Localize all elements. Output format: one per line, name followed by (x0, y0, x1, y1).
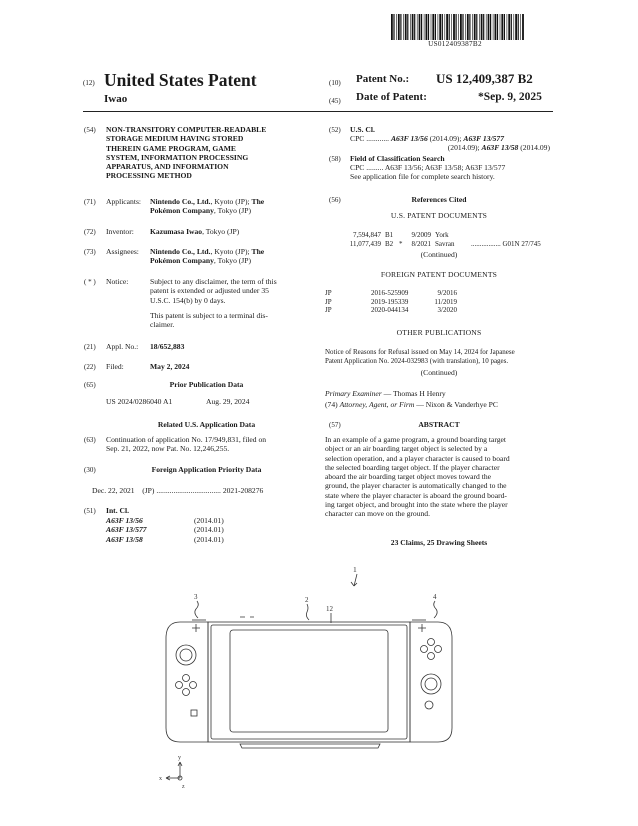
barcode-bar (414, 14, 415, 40)
left-controller (166, 622, 208, 742)
notice-line: This patent is subject to a terminal dis- (150, 310, 268, 320)
foreign-ref-date: 3/2020 (437, 306, 457, 315)
filed-date: May 2, 2024 (150, 362, 190, 371)
cpc-version: (2014.09); (447, 143, 480, 153)
ref-date: 8/2021 (411, 239, 431, 248)
leader-line-2 (306, 604, 309, 620)
applicants-label: Applicants: (106, 197, 142, 206)
barcode-bar (438, 14, 439, 40)
continued-label: (Continued) (420, 250, 458, 259)
barcode-bar (511, 14, 512, 40)
barcode-bar (474, 14, 476, 40)
applicants-value (150, 197, 307, 216)
filed-label: Filed: (106, 362, 124, 371)
front-page-drawing (150, 562, 480, 792)
ref-name: York (435, 231, 449, 239)
appl-label: Appl. No.: (106, 342, 139, 351)
inid-code-12: (12) (83, 79, 95, 87)
examiner-label: Primary Examiner (325, 389, 382, 398)
focs-see: See application file for complete search history. (350, 172, 495, 181)
date-of-patent: *Sep. 9, 2025 (478, 91, 542, 103)
appl-number: 18/652,883 (150, 342, 185, 351)
main-unit (208, 622, 410, 742)
abstract-line: selection operation, and a player character is caused to board (325, 453, 510, 463)
ref-kind: B1 (385, 231, 394, 239)
foreign-priority-date: Dec. 22, 2021 (92, 486, 135, 495)
ref-number: 11,077,439 (349, 239, 381, 248)
assignee-location: , Kyoto (JP); (210, 247, 252, 256)
barcode-bar (508, 14, 510, 40)
intcl-version: (2014.01) (194, 525, 224, 535)
ref-numeral-3: 3 (194, 593, 198, 601)
barcode-bar (520, 14, 521, 40)
barcode-bar (412, 14, 414, 40)
barcode-bar (483, 14, 484, 40)
uscl-label: U.S. Cl. (350, 125, 375, 134)
title-line: PROCESSING METHOD (106, 171, 192, 181)
display-screen (230, 630, 388, 732)
barcode-bar (435, 14, 436, 40)
y-axis-label: y (178, 755, 181, 761)
patent-number: US 12,409,387 B2 (436, 71, 533, 86)
foreign-ref-date: 11/2019 (434, 297, 457, 306)
barcode-bar (467, 14, 469, 40)
barcode-bar (453, 14, 455, 40)
bottom-rail (240, 744, 380, 748)
foreign-ref-row (325, 306, 457, 315)
foreign-priority-number: 2021-208276 (222, 486, 264, 495)
applicants-code: (71) (84, 198, 96, 206)
foreign-priority-code: (30) (84, 466, 96, 474)
assignees-code: (73) (84, 248, 96, 256)
notice-line: claimer. (150, 320, 175, 329)
barcode-bar (500, 14, 501, 40)
notice-line: U.S.C. 154(b) by 0 days. (150, 295, 226, 305)
other-publications-heading: OTHER PUBLICATIONS (396, 328, 482, 337)
abstract-line: character can move on the ground. (325, 509, 430, 518)
barcode-bar (460, 14, 462, 40)
abstract-line: In an example of a game program, a ground boarding target (325, 435, 506, 444)
inid-code-10: (10) (329, 79, 341, 87)
barcode-bar (405, 14, 407, 40)
related-heading: Related U.S. Application Data (157, 420, 256, 429)
dpad-left-button (176, 682, 183, 689)
barcode-bar (432, 14, 434, 40)
barcode-bar (465, 14, 466, 40)
barcode-bar (481, 14, 483, 40)
examiner-line (325, 389, 553, 398)
foreign-priority-country: (JP) (142, 486, 155, 495)
barcode-bar (442, 14, 443, 40)
intcl-version: (2014.01) (194, 534, 224, 544)
cpc-class: A63F 13/577 (463, 134, 505, 143)
barcode-bar (417, 14, 418, 40)
focs-cpc: CPC ......... A63F 13/56; A63F 13/58; A63F 13/577 (350, 163, 506, 172)
barcode-bar (514, 14, 515, 40)
inventor-surname: Iwao (104, 93, 128, 105)
applicant-location: , Tokyo (JP) (213, 206, 252, 216)
inventor-code: (72) (84, 228, 96, 236)
ref-class (471, 231, 541, 240)
assignee-name: Pokémon Company (150, 256, 214, 266)
foreign-ref-number: 2016-525909 (371, 289, 409, 297)
barcode-bar (490, 14, 491, 40)
ref-star: * (399, 239, 403, 248)
cpc-class: A63F 13/58 (481, 143, 519, 153)
header-rule (83, 111, 553, 112)
b-button (428, 653, 435, 660)
notice-label: Notice: (106, 277, 129, 286)
barcode-bar (504, 14, 505, 40)
intcl-class: A63F 13/58 (106, 534, 143, 544)
console-illustration (166, 617, 452, 748)
ref-numeral-2: 2 (305, 596, 309, 604)
inventor-name: Kazumasa Iwao (150, 227, 203, 236)
z-axis-label: z (182, 784, 185, 790)
us-ref-row (341, 231, 541, 240)
uscl-cpc (350, 134, 550, 153)
cpc-version: (2014.09); (429, 134, 462, 143)
title-line: THEREIN GAME PROGRAM, GAME (106, 143, 236, 153)
barcode-bar (462, 14, 463, 40)
notice-text (150, 277, 307, 329)
intcl-version: (2014.01) (194, 516, 224, 525)
prior-pub-number: US 2024/0286040 A1 (106, 397, 173, 406)
y-button (421, 646, 428, 653)
ref-numeral-12: 12 (326, 605, 333, 613)
assignees-value (150, 247, 307, 266)
barcode-bar (476, 14, 477, 40)
barcode-bar (479, 14, 480, 40)
barcode-bar (431, 14, 432, 40)
us-refs-table (341, 231, 541, 248)
abstract-heading: ABSTRACT (418, 420, 460, 429)
other-pub-line: Notice of Reasons for Refusal issued on May 14, 2024 for Japanese (325, 348, 515, 356)
notice-code: ( * ) (84, 278, 96, 286)
x-button (428, 639, 435, 646)
barcode-bar (403, 14, 404, 40)
document-type: United States Patent (104, 70, 257, 90)
barcode-bar (419, 14, 421, 40)
title-code: (54) (84, 126, 96, 134)
uscl-code: (52) (329, 126, 341, 134)
inventor-value (150, 227, 307, 236)
barcode-bar (410, 14, 411, 40)
foreign-ref-country: JP (325, 297, 332, 306)
barcode-bar (396, 14, 397, 40)
barcode-bar (393, 14, 394, 40)
notice-line: patent is extended or adjusted under 35 (150, 286, 269, 296)
abstract-line: ground, the player character is automatically changed to the (325, 481, 507, 491)
barcode-bar (495, 14, 497, 40)
patent-number-label: Patent No.: (356, 73, 410, 85)
abstract-line: the selected boarding target object. If the player character (325, 462, 500, 472)
right-analog-stick (421, 674, 441, 694)
focs-code: (58) (329, 155, 341, 163)
barcode-bar (472, 14, 473, 40)
barcode-bar (428, 14, 429, 40)
minus-button (192, 624, 200, 632)
assignee-name: Nintendo Co., Ltd. (150, 247, 211, 256)
intcl-row (106, 535, 224, 544)
assignee-location: , Tokyo (JP) (213, 256, 252, 266)
continuation-text (106, 435, 307, 454)
barcode-bar (446, 14, 448, 40)
notice-line: Subject to any disclaimer, the term of this (150, 277, 277, 286)
barcode-bar (501, 14, 503, 40)
date-of-patent-label: Date of Patent: (356, 91, 427, 103)
ref-numeral-4: 4 (433, 593, 437, 601)
applicant-name: Pokémon Company (150, 206, 214, 216)
barcode-bar (518, 14, 519, 40)
attorney-line (325, 400, 553, 409)
us-ref-row (341, 240, 541, 249)
barcode-bar (486, 14, 487, 40)
dpad-up-button (183, 675, 190, 682)
continued-label: (Continued) (420, 368, 458, 377)
left-analog-stick-inner (180, 649, 192, 661)
barcode-bar (469, 14, 470, 40)
leader-line-4 (434, 601, 437, 618)
cpc-class: A63F 13/56 (390, 134, 428, 143)
cpc-prefix: CPC ............ (350, 134, 390, 143)
capture-button (191, 710, 197, 716)
foreign-priority-heading: Foreign Application Priority Data (151, 465, 262, 474)
abstract-code: (57) (329, 421, 341, 429)
intcl-label: Int. Cl. (106, 506, 129, 515)
foreign-patent-docs-heading: FOREIGN PATENT DOCUMENTS (380, 270, 498, 279)
leader-dots: .................................. (156, 486, 221, 495)
inventor-label: Inventor: (106, 227, 134, 236)
publication-number: US012409387B2 (428, 40, 482, 48)
abstract-line: state where the player character is aboard the ground board- (325, 490, 507, 500)
applicant-location: , Kyoto (JP); (210, 197, 252, 206)
barcode-bar (424, 14, 425, 40)
cpc-version: (2014.09) (520, 143, 550, 153)
plus-button (418, 624, 426, 632)
assignee-name: The (251, 247, 265, 256)
intcl-row (106, 516, 224, 525)
focs-label: Field of Classification Search (350, 154, 445, 163)
other-publications-text (325, 348, 553, 365)
prior-pub-code: (65) (84, 381, 96, 389)
filed-code: (22) (84, 363, 96, 371)
barcode-bar (449, 14, 450, 40)
title-line: SYSTEM, INFORMATION PROCESSING (106, 152, 249, 162)
dpad-right-button (190, 682, 197, 689)
ref-number: 7,594,847 (353, 231, 381, 239)
title-line: NON-TRANSITORY COMPUTER-READABLE (106, 125, 267, 134)
foreign-ref-country: JP (325, 306, 332, 315)
leader-line-3 (195, 601, 198, 618)
us-patent-docs-heading: U.S. PATENT DOCUMENTS (390, 211, 488, 220)
intcl-class: A63F 13/56 (106, 516, 143, 525)
ref-numeral-1: 1 (353, 565, 357, 574)
barcode-bar (421, 14, 422, 40)
attorney-code: (74) (325, 400, 338, 409)
barcode-bar (497, 14, 498, 40)
barcode-bar (398, 14, 400, 40)
abstract-line: aboard the air boarding target object moves toward the (325, 472, 492, 481)
abstract-line: object or an air boarding target object is selected by a (325, 444, 488, 454)
examiner-name: — Thomas H Henry (383, 389, 446, 398)
assignees-label: Assignees: (106, 247, 139, 256)
refs-heading: References Cited (411, 195, 467, 204)
dpad-down-button (183, 689, 190, 696)
coordinate-axes (159, 755, 185, 790)
barcode-bar (426, 14, 428, 40)
foreign-ref-country: JP (325, 289, 332, 297)
foreign-ref-date: 9/2016 (437, 289, 457, 297)
barcode-bar (451, 14, 452, 40)
barcode-bar (445, 14, 446, 40)
x-axis-label: x (159, 776, 162, 782)
barcode-bar (493, 14, 494, 40)
leader-arrow-1 (351, 582, 357, 586)
prior-pub-date: Aug. 29, 2024 (206, 397, 250, 406)
attorney-name: — Nixon & Vanderhye PC (416, 400, 498, 409)
intcl-code: (51) (84, 507, 96, 515)
ref-name: Savran (435, 239, 455, 248)
foreign-ref-number: 2020-044134 (371, 306, 409, 315)
title-line: STORAGE MEDIUM HAVING STORED (106, 134, 244, 144)
barcode-bar (400, 14, 401, 40)
barcode-bar (488, 14, 490, 40)
abstract-text (325, 435, 553, 518)
title-line: APPARATUS, AND INFORMATION (106, 162, 229, 171)
foreign-ref-row (325, 289, 457, 298)
barcode-bar (456, 14, 457, 40)
attorney-label: Attorney, Agent, or Firm (339, 400, 415, 409)
barcode-bar (391, 14, 393, 40)
intcl-class: A63F 13/577 (106, 525, 147, 535)
barcode-bar (407, 14, 408, 40)
barcode-bar (515, 14, 517, 40)
prior-pub-heading: Prior Publication Data (169, 380, 244, 389)
barcode-bar (458, 14, 459, 40)
main-unit-bezel (211, 625, 407, 739)
foreign-refs-table (325, 289, 457, 315)
continuation-code: (63) (84, 436, 96, 444)
continuation-line: Sep. 21, 2022, now Pat. No. 12,246,255. (106, 444, 230, 454)
barcode-bar (507, 14, 508, 40)
other-pub-line: Patent Application No. 2024-032983 (with translation), 10 pages. (325, 356, 509, 365)
barcode-bar (522, 14, 524, 40)
ref-class: ................. G01N 27/745 (471, 239, 541, 248)
a-button (435, 646, 442, 653)
barcode (391, 14, 525, 40)
appl-code: (21) (84, 343, 96, 351)
right-analog-stick-inner (425, 678, 437, 690)
inventor-location: , Tokyo (JP) (202, 227, 240, 236)
barcode-bar (439, 14, 441, 40)
abstract-line: ing target object, and brought into the state where the player (325, 499, 508, 509)
claims-summary: 23 Claims, 25 Drawing Sheets (390, 538, 488, 547)
applicant-name: The (251, 197, 265, 206)
refs-code: (56) (329, 196, 341, 204)
continuation-line: Continuation of application No. 17/949,831, filed on (106, 435, 267, 444)
ref-kind: B2 (385, 239, 394, 248)
right-controller (410, 622, 452, 742)
foreign-ref-number: 2019-195339 (371, 297, 409, 306)
intcl-row (106, 525, 224, 534)
foreign-priority-entry (92, 486, 307, 495)
foreign-ref-row (325, 298, 457, 307)
intcl-table (106, 516, 224, 544)
ref-date: 9/2009 (411, 231, 431, 239)
applicant-name: Nintendo Co., Ltd. (150, 197, 211, 206)
left-analog-stick (176, 645, 196, 665)
inid-code-45: (45) (329, 97, 341, 105)
patent-title (106, 125, 307, 181)
home-button (425, 701, 433, 709)
